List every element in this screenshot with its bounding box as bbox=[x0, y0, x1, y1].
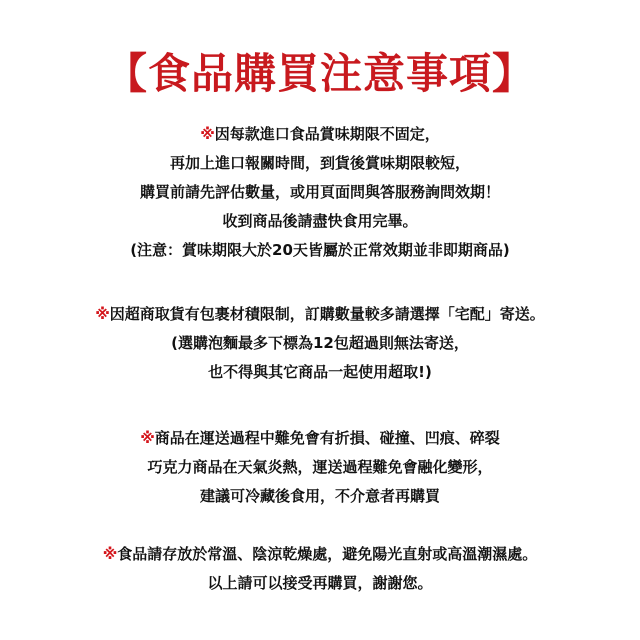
notice-text: 因每款進口食品賞味期限不固定， bbox=[214, 125, 440, 143]
notice-line: (注意：賞味期限大於20天皆屬於正常效期並非即期商品) bbox=[130, 241, 510, 259]
notice-line bbox=[0, 424, 640, 453]
notice-section-pickup bbox=[0, 300, 640, 387]
notice-line: 購買前請先評估數量，或用頁面問與答服務詢問效期！ bbox=[139, 183, 500, 201]
notice-text: 因超商取貨有包裹材積限制，訂購數量較多請選擇「宅配」寄送。 bbox=[109, 305, 545, 323]
notice-section-shipping-damage bbox=[0, 424, 640, 511]
notice-line bbox=[0, 300, 640, 329]
notice-text: 食品請存放於常溫、陰涼乾燥處，避免陽光直射或高溫潮濕處。 bbox=[117, 545, 538, 563]
notice-line: 建議可冷藏後食用，不介意者再購買 bbox=[199, 487, 440, 505]
notice-line: 收到商品後請盡快食用完畢。 bbox=[222, 212, 418, 230]
notice-line bbox=[0, 120, 640, 149]
notice-line: (選購泡麵最多下標為12包超過則無法寄送， bbox=[171, 334, 469, 352]
reference-mark: ※ bbox=[140, 429, 155, 447]
page-title: 【食品購買注意事項】 bbox=[104, 49, 535, 98]
notice-line: 以上請可以接受再購買，謝謝您。 bbox=[207, 574, 433, 592]
reference-mark: ※ bbox=[95, 305, 110, 323]
reference-mark: ※ bbox=[200, 125, 215, 143]
notice-line bbox=[0, 540, 640, 569]
reference-mark: ※ bbox=[102, 545, 118, 563]
notice-line: 再加上進口報關時間，到貨後賞味期限較短， bbox=[169, 154, 470, 172]
notice-text: 商品在運送過程中難免會有折損、碰撞、凹痕、碎裂 bbox=[154, 429, 500, 447]
notice-line: 巧克力商品在天氣炎熱，運送過程難免會融化變形， bbox=[147, 458, 493, 476]
notice-section-storage bbox=[0, 540, 640, 598]
notice-line: 也不得與其它商品一起使用超取!) bbox=[208, 363, 432, 381]
notice-section-expiry bbox=[0, 120, 640, 265]
